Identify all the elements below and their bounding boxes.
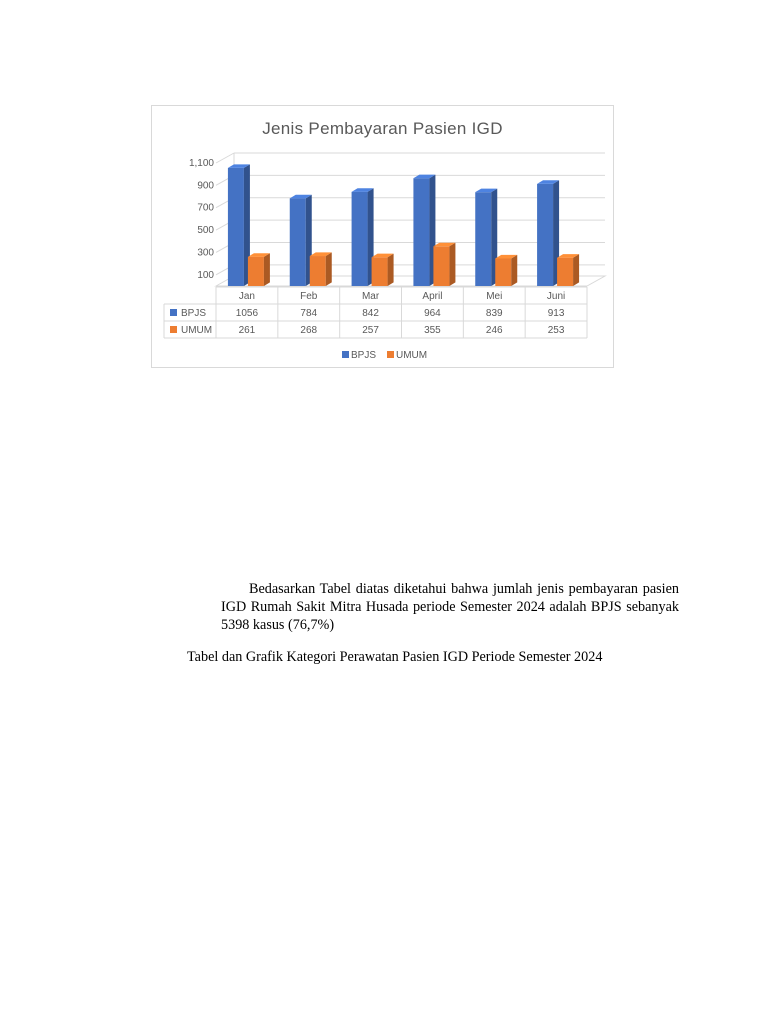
y-tick-label: 100 xyxy=(197,269,214,281)
bar-chart xyxy=(152,106,615,369)
y-tick-label: 1,100 xyxy=(188,158,214,169)
bar-umum-jan xyxy=(248,257,264,286)
bar-bpjs-jan xyxy=(228,168,244,286)
legend-key xyxy=(387,351,394,358)
bar-bpjs-feb xyxy=(290,198,306,286)
y-tick-label: 300 xyxy=(197,247,214,259)
data-label: 246 xyxy=(485,325,503,336)
table-series-label: UMUM xyxy=(181,325,213,336)
bar-side xyxy=(449,243,455,286)
bar-bpjs-juni xyxy=(537,184,553,286)
y-tick-label: 500 xyxy=(197,225,214,237)
bar-umum-feb xyxy=(310,256,326,286)
data-label: 784 xyxy=(300,308,318,319)
data-label: 1056 xyxy=(235,308,259,319)
bar-side xyxy=(573,254,579,286)
data-label: 964 xyxy=(424,308,441,319)
x-tick-label: Mar xyxy=(361,291,380,302)
bar-side xyxy=(511,255,517,286)
bar-side xyxy=(326,252,332,286)
data-label: 842 xyxy=(362,308,379,319)
table-caption: Tabel dan Grafik Kategori Perawatan Pasien IGD Periode Semester 2024 xyxy=(187,649,603,665)
bar-umum-mei xyxy=(495,258,511,286)
table-legend-key xyxy=(170,309,177,316)
legend-key xyxy=(342,351,349,358)
x-tick-label: Mei xyxy=(486,291,503,302)
bar-side xyxy=(264,253,270,286)
bar-umum-april xyxy=(433,246,449,286)
data-label: 268 xyxy=(300,325,318,336)
y-tick-label: 700 xyxy=(197,202,214,214)
legend-label: UMUM xyxy=(396,350,428,361)
bar-umum-mar xyxy=(372,257,388,286)
bar-umum-juni xyxy=(557,258,573,286)
chart-title: Jenis Pembayaran Pasien IGD xyxy=(262,119,503,138)
data-label: 253 xyxy=(547,325,565,336)
chart-container xyxy=(151,105,614,368)
bar-side xyxy=(388,254,394,286)
data-label: 913 xyxy=(547,308,565,319)
bar-bpjs-april xyxy=(413,178,429,286)
bar-bpjs-mei xyxy=(475,192,491,286)
gridline-depth xyxy=(216,153,234,163)
table-series-label: BPJS xyxy=(181,308,207,319)
bar-bpjs-mar xyxy=(352,192,368,286)
x-tick-label: April xyxy=(422,291,443,302)
data-label: 839 xyxy=(485,308,503,319)
x-tick-label: Jan xyxy=(238,291,255,302)
body-paragraph: Bedasarkan Tabel diatas diketahui bahwa jumlah jenis pembayaran pasien IGD Rumah Sakit Mitra Husada periode Semester 2024 adalah BPJS sebanyak 5398 kasus (76,7%) xyxy=(221,581,679,633)
data-label: 355 xyxy=(424,325,441,336)
legend-label: BPJS xyxy=(351,350,377,361)
data-label: 257 xyxy=(362,325,379,336)
x-tick-label: Juni xyxy=(546,291,566,302)
y-tick-label: 900 xyxy=(197,180,214,192)
data-label: 261 xyxy=(238,325,256,336)
x-tick-label: Feb xyxy=(300,291,318,302)
table-legend-key xyxy=(170,326,177,333)
